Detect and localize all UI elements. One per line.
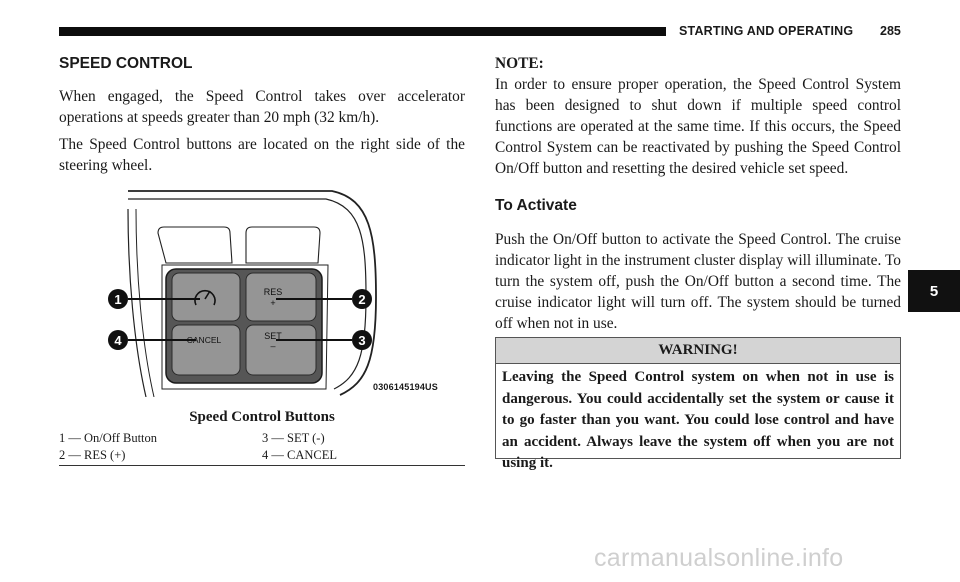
intro-paragraph: When engaged, the Speed Control takes over accelerator operations at speeds greater than 20 mph (32 km/h). xyxy=(59,88,465,126)
header-bar xyxy=(59,27,666,36)
svg-text:2: 2 xyxy=(358,292,366,307)
svg-text:CANCEL: CANCEL xyxy=(186,335,222,345)
to-activate-heading: To Activate xyxy=(495,197,577,214)
callout-1 xyxy=(108,289,128,309)
legend-item: 2 — RES (+) xyxy=(59,448,126,462)
svg-text:+: + xyxy=(270,298,276,308)
callout-2 xyxy=(352,289,372,309)
legend-divider xyxy=(59,465,465,466)
callout-4 xyxy=(108,330,128,350)
speed-control-buttons-illustration xyxy=(100,185,450,397)
res-plus-button xyxy=(246,273,316,321)
cancel-button xyxy=(172,325,240,375)
figure-legend xyxy=(59,430,465,464)
svg-text:1: 1 xyxy=(114,292,122,307)
legend-item: 3 — SET (-) xyxy=(262,431,325,445)
warning-title: WARNING! xyxy=(496,338,900,364)
svg-text:4: 4 xyxy=(114,333,122,348)
legend-row xyxy=(59,430,465,447)
callout-3 xyxy=(352,330,372,350)
figure-caption: Speed Control Buttons xyxy=(189,409,335,425)
svg-text:3: 3 xyxy=(358,333,366,348)
watermark: carmanualsonline.info xyxy=(594,544,844,572)
chapter-tab: 5 xyxy=(908,270,960,312)
svg-text:RES: RES xyxy=(263,287,283,297)
svg-text:SET: SET xyxy=(264,331,282,341)
warning-text: Leaving the Speed Control system on when not in use is dangerous. You could accidentally set the system or cause it to go faster than you want. You could lose control and have an accident. Always leave the system off when you are not using it. xyxy=(502,369,894,471)
note-paragraph: In order to ensure proper operation, the Speed Control System has been designed to shut down if multiple speed control functions are operated at the same time. If this occurs, the Speed Control System can be reactivated by pushing the Speed Control On/Off button and resetting the desired vehicle set speed. xyxy=(495,76,901,177)
section-heading: SPEED CONTROL xyxy=(59,55,193,72)
legend-item: 4 — CANCEL xyxy=(262,448,337,462)
legend-item: 1 — On/Off Button xyxy=(59,431,158,445)
location-paragraph: The Speed Control buttons are located on the right side of the steering wheel. xyxy=(59,136,465,174)
legend-row xyxy=(59,447,465,464)
svg-text:–: – xyxy=(270,341,276,351)
note-label: NOTE: xyxy=(495,55,544,72)
page-number: 285 xyxy=(880,24,901,38)
figure-code: 0306145194US xyxy=(373,382,438,392)
set-minus-button xyxy=(246,325,316,375)
warning-box xyxy=(495,337,901,471)
activate-paragraph: Push the On/Off button to activate the Speed Control. The cruise indicator light in the instrument cluster display will illuminate. To turn the system off, push the On/Off button a second time. The cruise indicator light will turn off. The system should be turned off when not in use. xyxy=(495,231,901,332)
running-header-title: STARTING AND OPERATING xyxy=(679,24,854,38)
on-off-button xyxy=(172,273,240,321)
